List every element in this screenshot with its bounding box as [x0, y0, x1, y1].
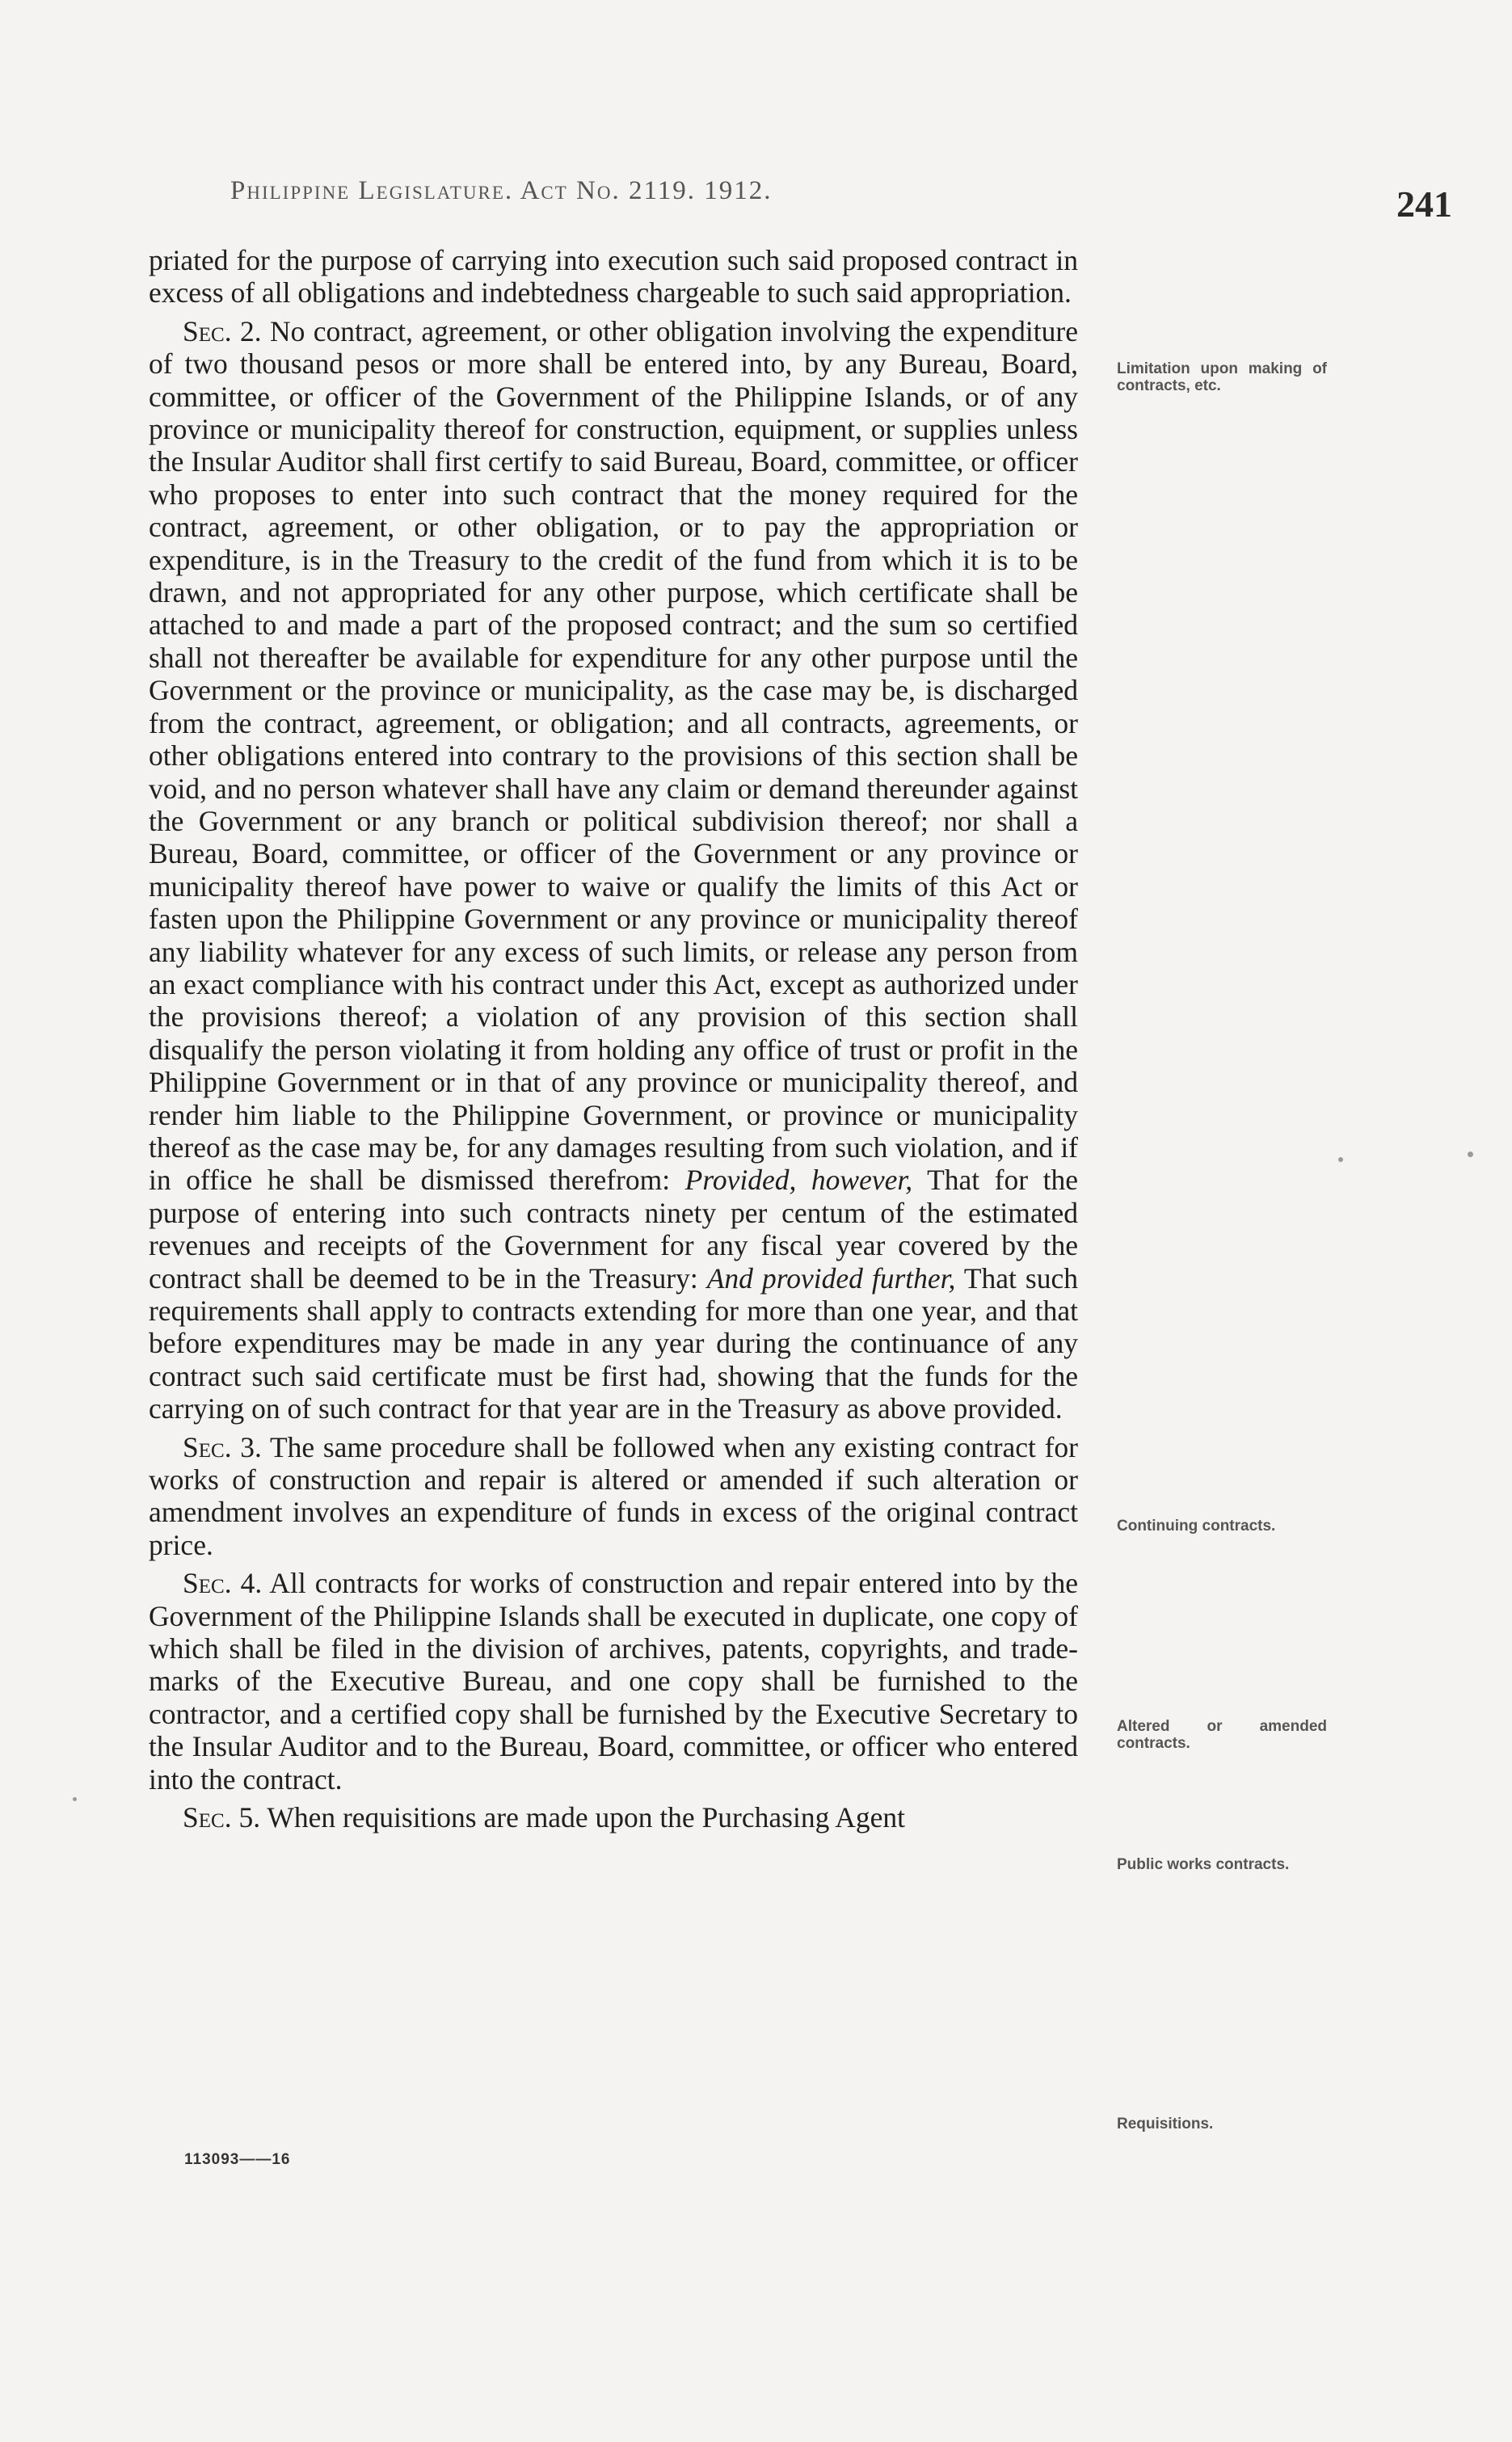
margin-note-requisitions: Requisitions.: [1117, 2116, 1214, 2133]
section-3-label: Sec. 3.: [183, 1430, 262, 1463]
scan-speck: [73, 1797, 77, 1801]
section-4-label: Sec. 4.: [183, 1567, 263, 1600]
section-2-text-c: That such requirements shall apply to contracts extending for more than one year, and that before expenditures may be made in any year during the continuance of any contract such said certificate must be first had, showing that the funds for the carrying on of such contract for that year are in the Treasury as above provided.: [149, 1261, 1078, 1425]
margin-note-public-works: Public works contracts.: [1117, 1856, 1290, 1873]
section-2-text-a: No contract, agreement, or other obligation involving the expenditure of two thousand pesos or more shall be entered into, by any Bureau, Board, committee, or officer of the Government of the Philippine Islands, or of any province or municipality thereof for construction, equipment, or supplies unless the Insular Auditor shall first certify to said Bureau, Board, committee, or officer who proposes to enter into such contract that the money required for the contract, agreement, or other obligation, or to pay the appropriation or expenditure, is in the Treasury to the credit of the fund from which it is to be drawn, and not appropriated for any other purpose, which certificate shall be attached to and made a part of the proposed contract; and the sum so certified shall not thereafter be available for expenditure for any other purpose until the Government or the province or municipality, as the case may be, is discharged from the contract, agreement, or obligation; and all contracts, agreements, or other obligations entered into contrary to the provisions of this section shall be void, and no person whatever shall have any claim or demand thereunder against the Government or any branch or political subdivision thereof; nor shall a Bureau, Board, committee, or officer of the Government or any province or municipality thereof have power to waive or qualify the limits of this Act or fasten upon the Philippine Government or any province or municipality thereof any liability whatever for any excess of such limits, or release any person from an exact compliance with his contract under this Act, except as authorized under the provisions thereof; a violation of any provision of this section shall disqualify the person violating it from holding any office of trust or profit in the Philippine Government or in that of any province or municipality thereof, and render him liable to the Philippine Government, or province or municipality thereof as the case may be, for any damages resulting from such violation, and if in office he shall be dismissed therefrom:: [149, 314, 1078, 1197]
running-header: Philippine Legislature. Act No. 2119. 1912.: [230, 176, 773, 205]
section-2-text-b: That for the purpose of entering into such contracts ninety per centum of the estimated revenues and receipts of the Government for any fiscal year covered by the contract shall be deemed to be in the Treasury:: [149, 1164, 1079, 1295]
section-4-text: All contracts for works of construction and repair entered into by the Government of the Philippine Islands shall be executed in duplicate, one copy of which shall be filed in the division of archives, patents, copyrights, and trade-marks of the Executive Bureau, and one copy shall be furnished to the contractor, and a certified copy shall be furnished by the Executive Secretary to the Insular Auditor and to the Bureau, Board, committee, or officer who entered into the contract.: [149, 1567, 1078, 1796]
main-text: [149, 244, 1078, 1840]
section-3: [149, 1431, 1078, 1562]
scan-speck: [1338, 1157, 1343, 1162]
margin-note-altered: Altered or amended contracts.: [1117, 1718, 1327, 1752]
signature-code: 113093——16: [184, 2151, 291, 2168]
margin-note-limitation: Limitation upon making of contracts, etc.: [1117, 360, 1327, 394]
section-2-label: Sec. 2.: [183, 314, 262, 347]
section-5-text: When requisitions are made upon the Purchasing Agent: [267, 1801, 905, 1834]
scan-speck: [1468, 1152, 1473, 1157]
paragraph-continuation: priated for the purpose of carrying into execution such said proposed contract in excess of all obligations and indebtedness chargeable to such said appropriation.: [149, 244, 1078, 309]
margin-note-continuing: Continuing contracts.: [1117, 1518, 1276, 1535]
section-2: [149, 315, 1078, 1425]
page-number: 241: [1396, 183, 1452, 225]
section-2-proviso-1: Provided, however,: [684, 1164, 913, 1197]
section-5-label: Sec. 5.: [183, 1801, 261, 1834]
section-3-text: The same procedure shall be followed when any existing contract for works of construction and repair is altered or amended if such alteration or amendment involves an expenditure of funds in excess of the original contract price.: [149, 1430, 1078, 1561]
section-5: [149, 1801, 1078, 1834]
section-4: [149, 1567, 1078, 1796]
section-2-proviso-2: And provided further,: [706, 1261, 956, 1295]
